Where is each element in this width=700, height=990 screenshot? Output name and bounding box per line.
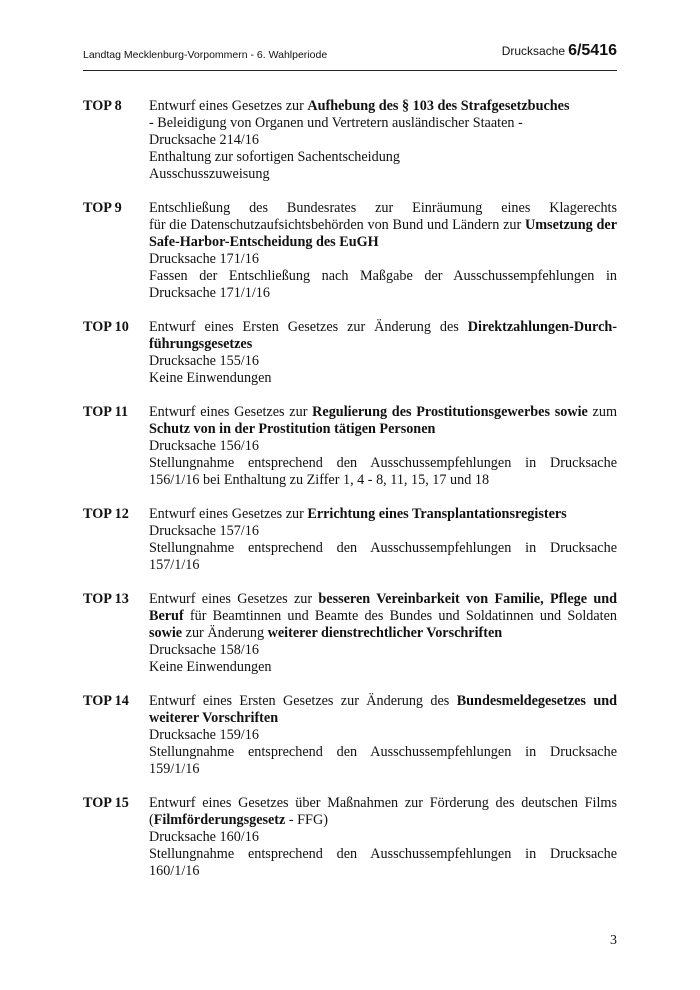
item-line: Fassen der Entschließung nach Maßgabe der Ausschussempfehlungen in (149, 268, 617, 284)
agenda-item-top-11 (83, 404, 617, 489)
page-number: 3 (610, 933, 617, 948)
item-line: 157/1/16 (149, 557, 200, 573)
item-line: sowie zur Änderung weiterer dienstrechtlicher Vorschriften (149, 625, 503, 641)
agenda-item-body (149, 795, 617, 880)
agenda-item-top-12 (83, 506, 617, 574)
item-line: Schutz von in der Prostitution tätigen Personen (149, 421, 436, 437)
agenda-item-label: TOP 14 (83, 693, 129, 709)
item-line: (Filmförderungsgesetz - FFG) (149, 812, 328, 828)
item-line: Entschließung des Bundesrates zur Einräumung eines Klagerechts (149, 200, 617, 216)
item-line: Drucksache 157/16 (149, 523, 259, 539)
item-line: Stellungnahme entsprechend den Ausschussempfehlungen in Drucksache (149, 846, 617, 862)
item-line: Drucksache 155/16 (149, 353, 259, 369)
agenda-list (83, 98, 617, 897)
item-line: Drucksache 159/16 (149, 727, 259, 743)
item-line: Entwurf eines Gesetzes zur Aufhebung des § 103 des Strafgesetzbuches (149, 98, 570, 114)
item-line: Entwurf eines Gesetzes zur Errichtung eines Transplantationsregisters (149, 506, 567, 522)
agenda-item-top-14 (83, 693, 617, 778)
item-line: Drucksache 160/16 (149, 829, 259, 845)
item-line: Stellungnahme entsprechend den Ausschussempfehlungen in Drucksache (149, 540, 617, 556)
agenda-item-body (149, 591, 617, 676)
item-line: führungsgesetzes (149, 336, 253, 352)
item-line: 156/1/16 bei Enthaltung zu Ziffer 1, 4 - 8, 11, 15, 17 und 18 (149, 472, 490, 488)
agenda-item-top-10 (83, 319, 617, 387)
agenda-item-top-15 (83, 795, 617, 880)
agenda-item-body (149, 98, 617, 183)
agenda-item-body (149, 693, 617, 778)
item-line: Entwurf eines Gesetzes über Maßnahmen zur Förderung des deutschen Films (149, 795, 617, 811)
item-line: Drucksache 156/16 (149, 438, 259, 454)
item-line: Entwurf eines Ersten Gesetzes zur Änderung des Bundesmeldegesetzes und (149, 693, 617, 709)
item-line: Safe-Harbor-Entscheidung des EuGH (149, 234, 379, 250)
agenda-item-body (149, 404, 617, 489)
item-line: Entwurf eines Gesetzes zur Regulierung des Prostitutionsgewerbes sowie zum (149, 404, 617, 420)
agenda-item-body (149, 319, 617, 387)
item-line: 160/1/16 (149, 863, 200, 879)
doc-label: Drucksache (501, 44, 566, 58)
item-line: Drucksache 171/1/16 (149, 285, 270, 301)
doc-number: 6/5416 (568, 42, 617, 59)
item-line: Keine Einwendungen (149, 370, 272, 386)
item-line: weiterer Vorschriften (149, 710, 279, 726)
item-line: Drucksache 158/16 (149, 642, 259, 658)
item-line: Ausschusszuweisung (149, 166, 270, 182)
agenda-item-body (149, 506, 617, 574)
item-line: Drucksache 214/16 (149, 132, 259, 148)
item-line: 159/1/16 (149, 761, 200, 777)
agenda-item-top-13 (83, 591, 617, 676)
item-line: Entwurf eines Ersten Gesetzes zur Änderung des Direktzahlungen-Durch- (149, 319, 617, 335)
item-line: - Beleidigung von Organen und Vertretern ausländischer Staaten - (149, 115, 523, 131)
item-line: Stellungnahme entsprechend den Ausschussempfehlungen in Drucksache (149, 744, 617, 760)
agenda-item-label: TOP 9 (83, 200, 122, 216)
agenda-item-label: TOP 11 (83, 404, 129, 420)
item-line: für die Datenschutzaufsichtsbehörden von Bund und Ländern zur Umsetzung der (149, 217, 618, 233)
item-line: Keine Einwendungen (149, 659, 272, 675)
page-header (83, 40, 617, 71)
item-line: Beruf für Beamtinnen und Beamte des Bundes und Soldatinnen und Soldaten (149, 608, 617, 624)
document-reference (502, 42, 617, 60)
agenda-item-label: TOP 15 (83, 795, 129, 811)
agenda-item-label: TOP 10 (83, 319, 129, 335)
item-line: Enthaltung zur sofortigen Sachentscheidung (149, 149, 400, 165)
parliament-title: Landtag Mecklenburg-Vorpommern - 6. Wahlperiode (83, 49, 328, 61)
item-line: Drucksache 171/16 (149, 251, 259, 267)
agenda-item-top-8 (83, 98, 617, 183)
item-line: Stellungnahme entsprechend den Ausschussempfehlungen in Drucksache (149, 455, 617, 471)
item-line: Entwurf eines Gesetzes zur besseren Vereinbarkeit von Familie, Pflege und (149, 591, 617, 607)
agenda-item-top-9 (83, 200, 617, 302)
agenda-item-label: TOP 13 (83, 591, 129, 607)
agenda-item-body (149, 200, 617, 302)
agenda-item-label: TOP 12 (83, 506, 129, 522)
agenda-item-label: TOP 8 (83, 98, 122, 114)
